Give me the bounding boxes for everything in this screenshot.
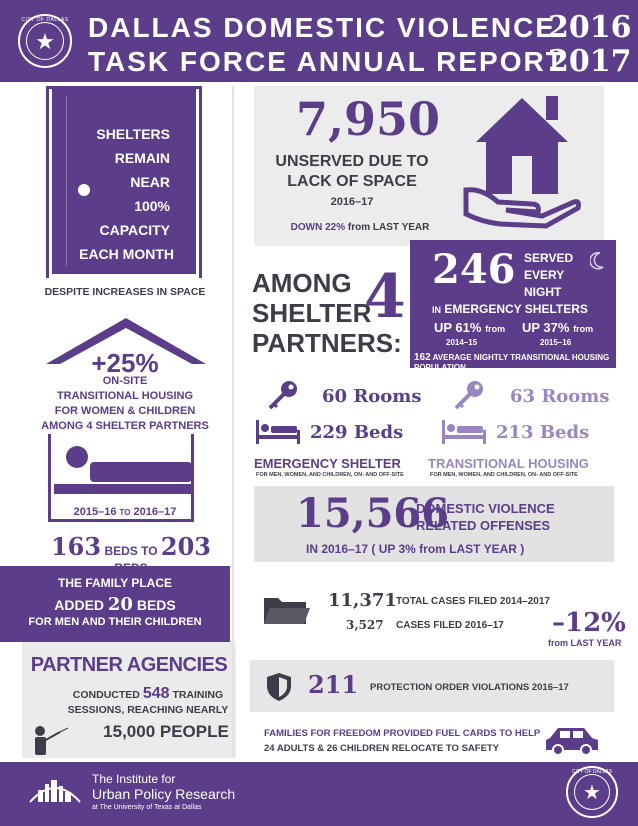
teacher-icon (30, 724, 70, 760)
among-line1: AMONG (252, 268, 352, 298)
served-line1: SERVED (524, 251, 574, 265)
range-end: 2016–17 (133, 506, 177, 518)
year-2016: 2016 (548, 10, 632, 45)
shelters-line: 100% (134, 198, 170, 214)
down-pct: 22% (325, 222, 346, 233)
people-reached: 15,000 PEOPLE (103, 722, 229, 741)
year-range (60, 506, 190, 518)
shelters-line: CAPACITY (99, 222, 170, 238)
families-line2: 24 ADULTS & 26 CHILDREN RELOCATE TO SAFETY (264, 743, 500, 754)
seal-text: CITY OF DALLAS (21, 17, 69, 23)
served-change-1 (434, 320, 505, 335)
footer-line1: The Institute for (92, 772, 176, 786)
family-line3: FOR MEN AND THEIR CHILDREN (28, 616, 202, 628)
conducted-label: CONDUCTED (72, 689, 140, 701)
seal-text: CITY OF DALLAS (571, 769, 613, 775)
door-icon (52, 88, 196, 274)
training-label: TRAINING (172, 689, 224, 701)
beds-to: 203 (160, 532, 212, 561)
shelters-line: NEAR (130, 174, 170, 190)
report-title-line1: DALLAS DOMESTIC VIOLENCE (88, 12, 557, 43)
house-hand-icon (462, 92, 582, 232)
in-label: IN (432, 305, 441, 315)
door-knob (78, 184, 90, 196)
up2-value: UP 37% (522, 320, 570, 335)
offenses-number: 15,566 (296, 490, 450, 537)
range-from: 2015–16 (73, 506, 117, 518)
cases-change-label: from LAST YEAR (548, 638, 622, 648)
footer-line2: Urban Policy Research (92, 786, 236, 802)
served-line3: NIGHT (524, 285, 562, 299)
onsite-line: TRANSITIONAL HOUSING (56, 390, 194, 402)
skyline-icon (28, 772, 82, 806)
conducted-line2: SESSIONS, REACHING NEARLY (67, 704, 229, 716)
emergency-beds: 229 Beds (310, 422, 404, 443)
unserved-number: 7,950 (296, 92, 441, 146)
transitional-pct: +25% (91, 348, 159, 378)
report-title-line2: TASK FORCE ANNUAL REPORT (88, 46, 565, 77)
served-number: 246 (432, 246, 516, 293)
added-num: 20 (107, 594, 133, 615)
transitional-housing-subtitle: FOR MEN, WOMEN, AND CHILDREN, ON- AND OFF-SITE (430, 472, 578, 478)
down-label: DOWN (290, 222, 323, 233)
filed-cases-number: 3,527 (346, 618, 384, 632)
emergency-shelter-title: EMERGENCY SHELTER (254, 456, 401, 471)
cases-change: –12% (552, 608, 626, 638)
emergency-shelter-subtitle: FOR MEN, WOMEN, AND CHILDREN, ON- AND OFF-SITE (256, 472, 404, 478)
up1-year: 2014–15 (446, 338, 478, 347)
transitional-beds: 213 Beds (496, 422, 590, 443)
onsite-line: AMONG 4 SHELTER PARTNERS (41, 420, 209, 432)
up2-year: 2015–16 (540, 338, 572, 347)
beds-to-label: BEDS TO (104, 544, 158, 558)
footer-line3: at The University of Texas at Dallas (92, 804, 202, 811)
column-divider (232, 86, 234, 758)
city-seal-icon (18, 14, 72, 68)
folder-icon (262, 592, 312, 628)
added-label: ADDED (54, 597, 105, 613)
offenses-line2: RELATED OFFENSES (416, 518, 551, 533)
served-change-2 (522, 320, 593, 335)
up2-from: from (573, 324, 594, 334)
bed-icon (90, 462, 192, 482)
served-line2: EVERY (524, 268, 565, 282)
protection-number: 211 (308, 670, 359, 699)
protection-label: PROTECTION ORDER VIOLATIONS 2016–17 (370, 682, 569, 693)
onsite-line: FOR WOMEN & CHILDREN (54, 405, 196, 417)
total-cases-number: 11,371 (328, 590, 397, 611)
among-line3: PARTNERS: (252, 328, 402, 358)
range-to-label: TO (119, 508, 131, 517)
partner-title: PARTNER AGENCIES (30, 654, 228, 676)
conducted-text (60, 686, 236, 718)
filed-cases-label: CASES FILED 2016–17 (396, 620, 504, 631)
beds-from: 163 (50, 532, 102, 561)
emergency-shelters-label: EMERGENCY SHELTERS (444, 302, 588, 316)
key-icon (452, 378, 486, 412)
shelters-line: EACH MONTH (79, 246, 174, 262)
offenses-line1: DOMESTIC VIOLENCE (416, 501, 555, 516)
key-icon (266, 378, 300, 412)
family-line2 (0, 594, 230, 615)
served-label (524, 250, 573, 301)
unserved-year: 2016–17 (330, 196, 374, 208)
bed-head (66, 446, 88, 468)
transitional-description (40, 374, 210, 434)
transitional-housing-title: TRANSITIONAL HOUSING (428, 456, 589, 471)
year-2017: 2017 (548, 44, 632, 79)
unserved-line1: UNSERVED DUE TO (275, 153, 429, 170)
avg-population (414, 352, 638, 372)
unserved-label (262, 152, 442, 192)
shelters-line: SHELTERS (96, 126, 170, 142)
beds-word: BEDS (136, 597, 176, 613)
moon-icon (590, 252, 604, 270)
seal-star: ★ (26, 22, 64, 60)
down-from: from LAST YEAR (347, 222, 430, 233)
up1-from: from (485, 324, 506, 334)
car-icon (544, 724, 600, 756)
bed-icon (256, 418, 300, 446)
offenses-label (416, 500, 555, 534)
total-cases-label: TOTAL CASES FILED 2014–2017 (396, 596, 550, 607)
avg-label: AVERAGE NIGHTLY TRANSITIONAL HOUSING POPULATION (414, 353, 610, 372)
family-line1: THE FAMILY PLACE (57, 576, 173, 590)
in-emergency-label (432, 302, 588, 316)
avg-num: 162 (414, 352, 431, 363)
offenses-change: IN 2016–17 ( UP 3% from LAST YEAR ) (306, 542, 525, 556)
sessions-num: 548 (142, 685, 170, 702)
unserved-change (270, 222, 450, 233)
unserved-line2: LACK OF SPACE (287, 173, 417, 190)
families-line1: FAMILIES FOR FREEDOM PROVIDED FUEL CARDS TO HELP (264, 728, 541, 739)
family-place-box (0, 566, 230, 642)
among-line2: SHELTER (252, 298, 372, 328)
transitional-rooms: 63 Rooms (510, 386, 610, 407)
onsite-line: ON-SITE (102, 375, 148, 387)
bed-icon (442, 418, 486, 446)
despite-text: DESPITE INCREASES IN SPACE (44, 286, 206, 298)
city-seal-icon (566, 766, 618, 818)
bed-base (54, 484, 192, 494)
emergency-rooms: 60 Rooms (322, 386, 422, 407)
families-text (264, 726, 540, 756)
partner-count: 4 (364, 262, 406, 332)
seal-star: ★ (574, 774, 610, 810)
up1-value: UP 61% (434, 320, 482, 335)
shelters-line: REMAIN (114, 150, 170, 166)
shield-icon (266, 672, 292, 702)
